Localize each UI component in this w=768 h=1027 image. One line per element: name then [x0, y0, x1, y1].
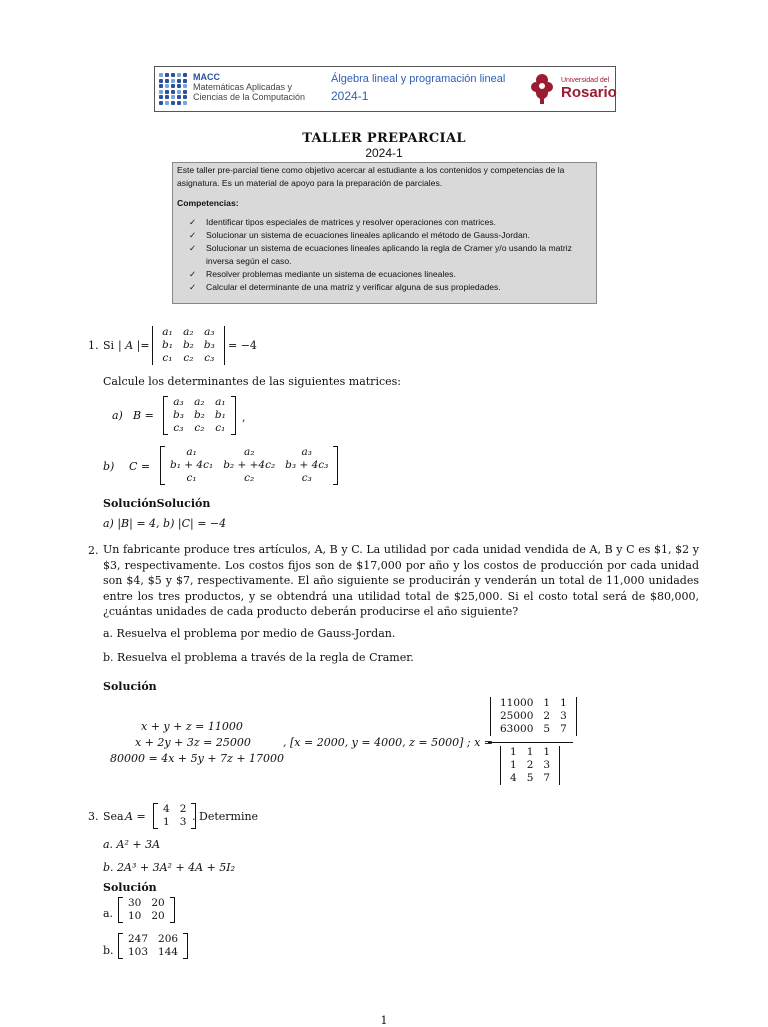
course-term: 2024-1 [331, 89, 369, 103]
problem-3-solucion-label: Solución [103, 881, 157, 894]
matrix-cell: b₂ [193, 409, 205, 421]
matrix-cell: 1 [163, 816, 170, 828]
matrix-a [153, 803, 196, 829]
equation-1: x + y + z = 11000 [141, 720, 243, 733]
matrix-cell: 247 [128, 933, 149, 945]
macc-line1: Matemáticas Aplicadas y [193, 82, 293, 92]
matrix-cell: b₁ + 4c₁ [170, 459, 214, 471]
equation-3: 80000 = 4x + 5y + 7z + 17000 [110, 752, 285, 765]
problem-2-item-a: a. Resuelva el problema por medio de Gauss-Jordan. [103, 627, 396, 640]
matrix-cell: 1 [560, 697, 567, 709]
problem-1-answer: a) |B| = 4, b) |C| = −4 [103, 517, 227, 530]
matrix-b [163, 396, 236, 435]
matrix-cell: c₂ [183, 352, 194, 364]
matrix-row [168, 422, 231, 435]
matrix-cell: 7 [560, 723, 567, 735]
matrix-cell: 5 [543, 723, 551, 735]
solution-3a-matrix [118, 897, 175, 923]
course-title: Álgebra lineal y programación lineal [331, 73, 506, 85]
matrix-cell: 2 [526, 759, 534, 771]
matrix-row [505, 746, 555, 759]
matrix-cell: c₂ [194, 422, 205, 434]
cramer-numerator-matrix [490, 697, 577, 736]
problem-3-sea: Sea [103, 810, 124, 823]
page-title: TALLER PREPARCIAL [302, 131, 466, 146]
page-number: 1 [380, 1014, 388, 1027]
problem-2-number: 2. [88, 544, 99, 557]
matrix-row [495, 723, 572, 736]
university-name: Rosario [561, 84, 617, 101]
fraction-bar [488, 742, 573, 743]
problem-2-solucion-label: Solución [103, 680, 157, 693]
matrix-cell: 11000 [500, 697, 534, 709]
problem-1a-lhs: B = [133, 409, 154, 422]
problem-1-solucion-label: SoluciónSolución [103, 497, 211, 510]
problem-1-lhs: | A |= [118, 339, 150, 352]
matrix-row [157, 352, 220, 365]
problem-1b-label: b) [103, 460, 115, 473]
matrix-cell: 5 [526, 772, 534, 784]
matrix-cell: 206 [158, 933, 179, 945]
competencias-box [172, 162, 597, 304]
matrix-c [160, 446, 338, 485]
cramer-denominator-matrix [500, 746, 560, 785]
matrix-cell: c₁ [162, 352, 173, 364]
matrix-cell: 3 [543, 759, 551, 771]
macc-logo [159, 73, 189, 105]
matrix-cell: a₃ [301, 446, 312, 458]
matrix-cell: 1 [543, 697, 551, 709]
problem-2-item-b: b. Resuelva el problema a través de la regla de Cramer. [103, 651, 414, 664]
matrix-cell: 4 [510, 772, 517, 784]
matrix-cell: b₃ [203, 339, 215, 351]
matrix-cell: 25000 [500, 710, 534, 722]
problem-1a-label: a) [112, 409, 123, 422]
matrix-row [505, 759, 555, 772]
matrix-cell: 10 [128, 910, 142, 922]
matrix-cell: b₁ [214, 409, 226, 421]
problem-3-item-b: b. 2A³ + 3A² + 4A + 5I₂ [103, 861, 236, 874]
problem-3-number: 3. [88, 810, 99, 823]
matrix-row [505, 772, 555, 785]
problem-1-prompt: Calcule los determinantes de las siguientes matrices: [103, 375, 401, 388]
matrix-cell: a₃ [173, 396, 184, 408]
matrix-cell: 1 [543, 746, 551, 758]
matrix-cell: a₂ [194, 396, 205, 408]
matrix-cell: a₁ [162, 326, 173, 338]
matrix-cell: c₃ [301, 472, 312, 484]
solution-3b-matrix [118, 933, 188, 959]
matrix-row [123, 897, 170, 910]
problem-1a-tail: , [242, 411, 246, 424]
matrix-cell: c₂ [244, 472, 255, 484]
macc-text [193, 72, 305, 102]
matrix-cell: 7 [543, 772, 551, 784]
competencia-item: ✓ Solucionar un sistema de ecuaciones lineales aplicando la regla de Cramer y/o usando la matriz inversa según el caso. [189, 243, 572, 266]
header-banner [154, 66, 616, 112]
matrix-cell: 30 [128, 897, 142, 909]
problem-2-result: , [x = 2000, y = 4000, z = 5000] ; x = [283, 736, 494, 749]
matrix-cell: 103 [128, 946, 149, 958]
competencias-list [189, 216, 589, 294]
matrix-row [158, 816, 191, 829]
matrix-row [157, 326, 220, 339]
matrix-cell: b₂ + +4c₂ [223, 459, 276, 471]
competencia-item: ✓ Solucionar un sistema de ecuaciones lineales aplicando el método de Gauss-Jordan. [189, 230, 530, 240]
checkmark-icon: ✓ [189, 282, 197, 292]
problem-1-rhs: = −4 [228, 339, 257, 352]
matrix-row [123, 933, 183, 946]
problem-2-text: Un fabricante produce tres artículos, A, B y C. La utilidad por cada unidad vendida de A, B y C es $1, $2 y $3, respectivamente. Los costos fijos son de $17,000 por año y los costos de producción por cada unidad son $4, $5 y $7, respectivamente. El año siguiente se producirán y venderán un total de 11,000 unidades entre los tres productos, y se obtendrá una utilidad total de $25,000. Si el costo total será de $80,000, ¿cuántas unidades de cada producto deberán producirse el año siguiente? [103, 543, 699, 618]
matrix-row [495, 697, 572, 710]
checkmark-icon: ✓ [189, 243, 197, 253]
matrix-row [168, 409, 231, 422]
competencia-item: ✓ Resolver problemas mediante un sistema de ecuaciones lineales. [189, 269, 456, 279]
problem-3-tail: . Determine [192, 810, 259, 823]
matrix-cell: 144 [158, 946, 179, 958]
matrix-row [123, 910, 170, 923]
competencias-label: Competencias: [177, 198, 239, 208]
problem-3-lhs: A = [125, 810, 146, 823]
competencia-item: ✓ Identificar tipos especiales de matrices y resolver operaciones con matrices. [189, 217, 496, 227]
matrix-cell: 1 [510, 759, 517, 771]
matrix-cell: c₁ [215, 422, 226, 434]
matrix-cell: 2 [179, 803, 187, 815]
infobox-intro: Este taller pre-parcial tiene como objetivo acercar al estudiante a los contenidos y competencias de la asignatura. Es un material de apoyo para la preparación de parciales. [177, 165, 565, 188]
matrix-cell: 2 [543, 710, 551, 722]
university-label: Universidad del [561, 77, 610, 84]
macc-abbr: MACC [193, 72, 220, 82]
matrix-cell: 1 [510, 746, 517, 758]
matrix-cell: a₁ [186, 446, 197, 458]
matrix-cell: c₃ [204, 352, 215, 364]
matrix-row [165, 472, 333, 485]
matrix-cell: a₂ [243, 446, 255, 458]
matrix-cell: b₃ + 4c₃ [285, 459, 329, 471]
matrix-cell: c₁ [186, 472, 197, 484]
matrix-cell: a₂ [183, 326, 194, 338]
matrix-row [165, 459, 333, 472]
problem-1-si: Si [103, 339, 115, 352]
checkmark-icon: ✓ [189, 269, 197, 279]
matrix-cell: 3 [560, 710, 567, 722]
macc-line2: Ciencias de la Computación [193, 92, 306, 102]
matrix-cell: b₂ [182, 339, 194, 351]
equation-2: x + 2y + 3z = 25000 [135, 736, 251, 749]
matrix-cell: 4 [163, 803, 170, 815]
solution-3b-label: b. [103, 944, 114, 957]
matrix-cell: 1 [526, 746, 534, 758]
matrix-row [123, 946, 183, 959]
matrix-row [165, 446, 333, 459]
page-subtitle: 2024-1 [365, 146, 403, 160]
matrix-cell: a₃ [204, 326, 215, 338]
matrix-cell: 20 [151, 897, 165, 909]
matrix-cell: a₁ [215, 396, 226, 408]
problem-3-item-a: a. A² + 3A [103, 838, 161, 851]
matrix-cell: b₁ [162, 339, 173, 351]
competencia-item: ✓ Calcular el determinante de una matriz y verificar alguna de sus propiedades. [189, 282, 501, 292]
university-seal-icon [529, 71, 555, 105]
matrix-row [168, 396, 231, 409]
matrix-cell: b₃ [173, 409, 184, 421]
matrix-cell: c₃ [173, 422, 184, 434]
problem-1b-lhs: C = [129, 460, 151, 473]
problem-1-number: 1. [88, 339, 99, 352]
solution-3a-label: a. [103, 907, 114, 920]
matrix-cell: 3 [179, 816, 187, 828]
matrix-row [157, 339, 220, 352]
matrix-cell: 20 [151, 910, 165, 922]
matrix-row [158, 803, 191, 816]
problem-1-determinant [152, 326, 225, 365]
checkmark-icon: ✓ [189, 230, 197, 240]
checkmark-icon: ✓ [189, 217, 197, 227]
matrix-row [495, 710, 572, 723]
matrix-cell: 63000 [500, 723, 534, 735]
